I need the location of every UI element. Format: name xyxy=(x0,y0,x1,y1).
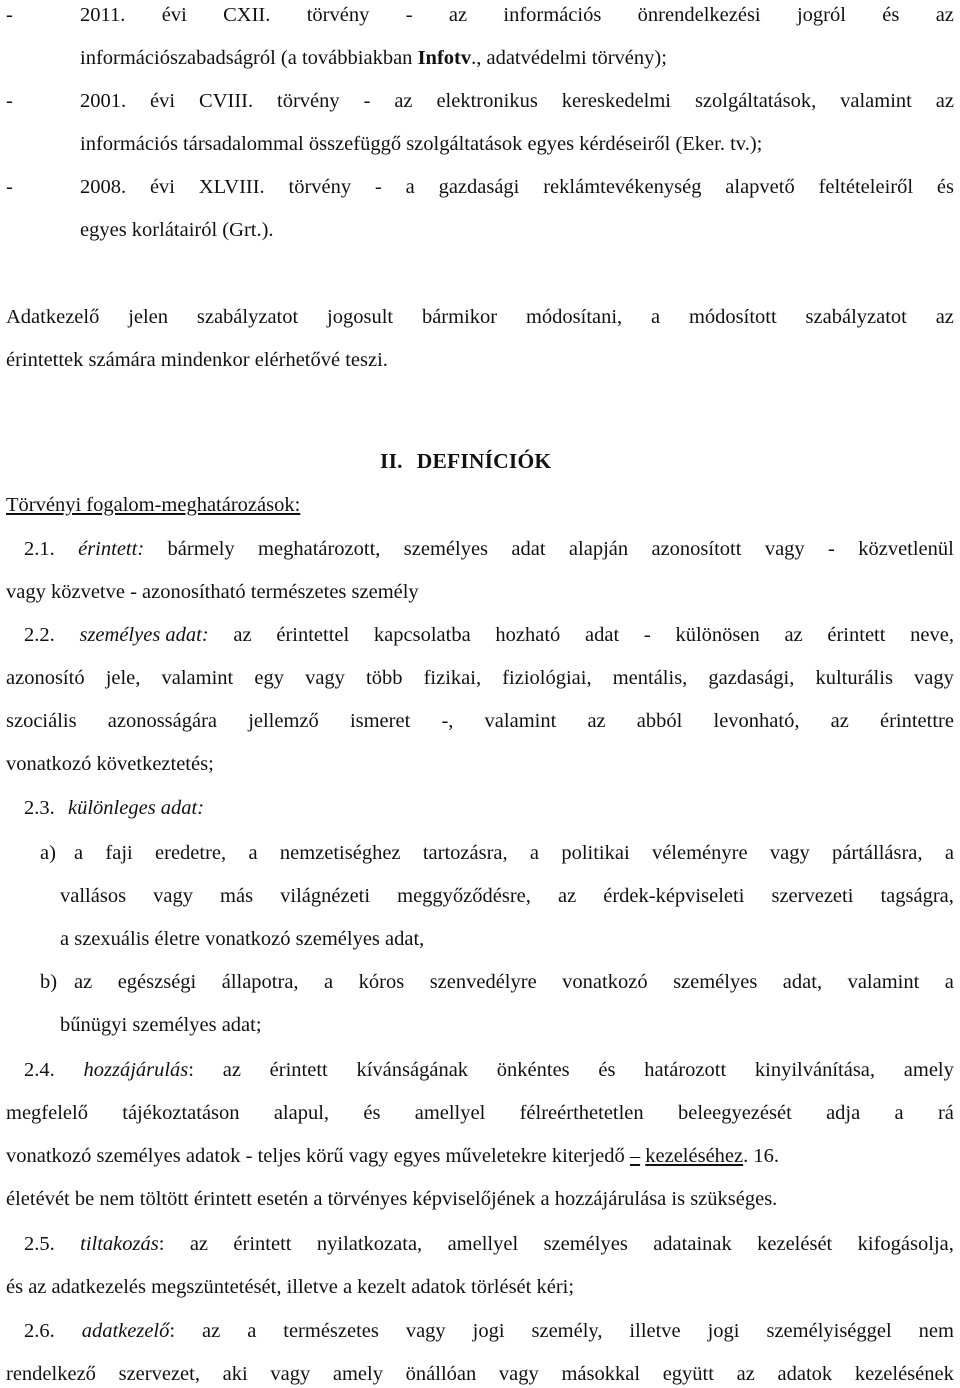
word: feltételeiről xyxy=(818,176,914,198)
def-2-1-text-1 xyxy=(24,536,954,562)
def-2-1-text-2: vagy közvetve - azonosítható természetes személy xyxy=(6,581,419,603)
def-2-3-b-marker: b) xyxy=(40,971,58,993)
def-2-4-line-3-underlined: kezeléséhez xyxy=(645,1145,744,1167)
law-1-line-2-pre: információszabadságról (a továbbiakban xyxy=(80,47,418,69)
word: és xyxy=(882,4,900,26)
word: jelen xyxy=(128,306,169,328)
word: a xyxy=(248,842,258,864)
word: vallásos xyxy=(60,885,127,907)
word: valamint xyxy=(840,90,912,112)
word: kezelését xyxy=(757,1233,833,1255)
word: kereskedelmi xyxy=(561,90,672,112)
word: meghatározott, xyxy=(258,538,381,560)
word: az xyxy=(74,971,93,993)
word: azonosított xyxy=(651,538,742,560)
word: állapotra, xyxy=(221,971,299,993)
word: neve, xyxy=(910,624,954,646)
word: módosított xyxy=(688,306,777,328)
def-2-4-term-wrap xyxy=(83,1057,194,1083)
law-1-line-2-text xyxy=(80,45,667,71)
word: - xyxy=(405,4,413,26)
word: módosítani, xyxy=(525,306,623,328)
def-2-6-colon: : xyxy=(169,1320,176,1342)
word: önrendelkezési xyxy=(637,4,761,26)
word: egészségi xyxy=(117,971,197,993)
word: tagságra, xyxy=(880,885,954,907)
word: beleegyezését xyxy=(677,1102,792,1124)
word: szabályzatot xyxy=(196,306,299,328)
word: tartozásra, xyxy=(422,842,508,864)
def-2-2-text-1 xyxy=(24,622,954,648)
word: a xyxy=(944,971,954,993)
word: világnézeti xyxy=(280,885,371,907)
word: évi xyxy=(149,176,175,198)
word: az xyxy=(935,4,954,26)
word: önállóan xyxy=(405,1363,477,1385)
word: - xyxy=(374,176,382,198)
def-2-3-a-text-3: a szexuális életre vonatkozó személyes adat, xyxy=(60,928,425,950)
word: politikai xyxy=(561,842,630,864)
word: adat, xyxy=(782,971,823,993)
word: -, xyxy=(441,710,454,732)
def-2-3-a-text-1 xyxy=(74,840,954,866)
word: az xyxy=(784,624,803,646)
def-2-3-b-text-1 xyxy=(74,969,954,995)
def-2-6-term-wrap xyxy=(82,1318,175,1344)
def-2-4-text-3 xyxy=(6,1143,779,1169)
word: az xyxy=(830,710,849,732)
def-2-6-number: 2.6. xyxy=(24,1320,55,1342)
word: reklámtevékenység xyxy=(543,176,702,198)
law-2-line-2-text: információs társadalommal összefüggő szolgáltatások egyes kérdéseiről (Eker. tv.); xyxy=(80,133,763,155)
word: az xyxy=(935,90,954,112)
word: vonatkozó xyxy=(562,971,648,993)
word: gazdasági xyxy=(438,176,520,198)
word: jogi xyxy=(707,1320,740,1342)
def-2-4-term: hozzájárulás xyxy=(83,1059,189,1081)
def-2-5-term-wrap xyxy=(80,1231,164,1257)
word: szolgáltatások, xyxy=(694,90,817,112)
word: a xyxy=(405,176,415,198)
word: adat xyxy=(511,538,546,560)
def-2-4-number: 2.4. xyxy=(24,1059,55,1081)
word: és xyxy=(598,1059,616,1081)
word: az xyxy=(448,4,468,26)
law-1-line-2-post: ., adatvédelmi törvény); xyxy=(471,47,667,69)
word: vagy xyxy=(405,1320,446,1342)
def-2-3-a-text-2 xyxy=(60,883,954,909)
word: fiziológiai, xyxy=(502,667,592,689)
word: hozható xyxy=(495,624,561,646)
section-number: II. xyxy=(380,449,403,473)
word: adatok xyxy=(777,1363,833,1385)
def-2-2-text-4: vonatkozó következtetés; xyxy=(6,753,214,775)
word: a xyxy=(74,842,84,864)
word: adja xyxy=(826,1102,861,1124)
word: a xyxy=(324,971,334,993)
word: félreérthetetlen xyxy=(519,1102,644,1124)
law-2-text xyxy=(80,88,954,114)
def-2-2-number: 2.2. xyxy=(24,624,55,646)
infotv-abbrev: Infotv xyxy=(417,47,472,69)
word: 2011. xyxy=(80,4,126,26)
def-2-4-line-3-pre: vonatkozó személyes adatok - teljes körű vagy egyes műveletekre kiterjedő xyxy=(6,1145,630,1167)
law-1-text xyxy=(80,2,954,28)
word: érintettre xyxy=(879,710,954,732)
word: vagy xyxy=(498,1363,539,1385)
word: természetes xyxy=(283,1320,379,1342)
word: személyiséggel xyxy=(766,1320,892,1342)
word: jogi xyxy=(472,1320,505,1342)
law-3-line-2-text: egyes korlátairól (Grt.). xyxy=(80,219,274,241)
word: érintett xyxy=(233,1233,292,1255)
word: és xyxy=(936,176,954,198)
word: alapján xyxy=(568,538,629,560)
word: pártállásra, xyxy=(832,842,923,864)
word: törvény xyxy=(288,176,352,198)
word: amely xyxy=(903,1059,954,1081)
word: meggyőződésre, xyxy=(397,885,531,907)
word: az xyxy=(189,1233,209,1255)
word: CVIII. xyxy=(199,90,254,112)
word: egy xyxy=(254,667,284,689)
word: több xyxy=(366,667,403,689)
word: eredetre, xyxy=(155,842,227,864)
word: az xyxy=(233,624,252,646)
def-2-5-text-2: és az adatkezelés megszüntetését, illetve a kezelt adatok törlését kéri; xyxy=(6,1276,575,1298)
modification-text-2: érintettek számára mindenkor elérhetővé teszi. xyxy=(6,349,388,371)
def-2-6-text-1 xyxy=(24,1318,954,1344)
law-3-dash: - xyxy=(6,176,13,198)
def-2-5-term: tiltakozás xyxy=(80,1233,159,1255)
word: rá xyxy=(937,1102,954,1124)
def-2-4-line-3-post: . 16. xyxy=(743,1145,780,1167)
word: érintett xyxy=(827,624,886,646)
word: aki xyxy=(222,1363,248,1385)
word: vagy xyxy=(305,667,345,689)
def-2-3-term: különleges adat: xyxy=(68,797,205,819)
def-2-6-text-2 xyxy=(6,1361,954,1387)
word: valamint xyxy=(847,971,920,993)
word: információs xyxy=(503,4,602,26)
def-2-4-colon: : xyxy=(188,1059,194,1081)
def-2-6-term: adatkezelő xyxy=(81,1320,170,1342)
word: személyes xyxy=(403,538,489,560)
word: az xyxy=(222,1059,241,1081)
word: alapul, xyxy=(273,1102,330,1124)
word: a xyxy=(894,1102,904,1124)
word: illetve xyxy=(629,1320,681,1342)
subheading: Törvényi fogalom-meghatározások: xyxy=(6,494,301,516)
def-2-1-number: 2.1. xyxy=(24,538,55,560)
word: véleményre xyxy=(651,842,748,864)
def-2-3-number: 2.3. xyxy=(24,797,55,819)
word: kulturális xyxy=(815,667,893,689)
word: az xyxy=(736,1363,755,1385)
word: fizikai, xyxy=(423,667,482,689)
word: évi xyxy=(150,90,176,112)
def-2-5-colon: : xyxy=(158,1233,165,1255)
word: határozott xyxy=(644,1059,727,1081)
word: személy, xyxy=(531,1320,603,1342)
word: a xyxy=(651,306,661,328)
word: ismeret xyxy=(349,710,411,732)
def-2-4-text-2 xyxy=(6,1100,954,1126)
word: elektronikus xyxy=(436,90,538,112)
word: vagy xyxy=(769,842,810,864)
word: azonosító xyxy=(6,667,85,689)
word: CXII. xyxy=(223,4,271,26)
def-2-1-term: érintett: xyxy=(78,538,145,560)
word: levonható, xyxy=(713,710,800,732)
def-2-3-a-marker: a) xyxy=(40,842,56,864)
word: kifogásolja, xyxy=(857,1233,954,1255)
word: szabályzatot xyxy=(805,306,907,328)
word: kapcsolatba xyxy=(373,624,471,646)
word: más xyxy=(220,885,254,907)
word: a xyxy=(944,842,954,864)
word: valamint xyxy=(484,710,557,732)
word: szenvedélyre xyxy=(429,971,537,993)
word: személyes xyxy=(673,971,758,993)
def-2-2-text-2 xyxy=(6,665,954,691)
word: törvény xyxy=(306,4,370,26)
word: az xyxy=(557,885,577,907)
def-2-3-b-text-2: bűnügyi személyes adat; xyxy=(60,1014,262,1036)
word: vagy xyxy=(914,667,954,689)
word: bármikor xyxy=(421,306,498,328)
def-2-4-text-1 xyxy=(24,1057,954,1083)
word: - xyxy=(828,538,835,560)
word: szervezeti xyxy=(771,885,854,907)
word: 2001. xyxy=(80,90,127,112)
word: - xyxy=(363,90,371,112)
word: amely xyxy=(332,1363,383,1385)
modification-text-1 xyxy=(6,304,954,330)
word: abból xyxy=(636,710,683,732)
def-2-2-text-3 xyxy=(6,708,954,734)
word: kezelésének xyxy=(854,1363,954,1385)
word: személyes xyxy=(543,1233,628,1255)
word: érintettel xyxy=(276,624,350,646)
word: önkéntes xyxy=(496,1059,570,1081)
law-3-text xyxy=(80,174,954,200)
word: tájékoztatáson xyxy=(122,1102,240,1124)
word: érdek-képviseleti xyxy=(603,885,745,907)
word: valamint xyxy=(161,667,234,689)
section-title: DEFINÍCIÓK xyxy=(416,449,552,473)
word: gazdasági, xyxy=(708,667,795,689)
word: vagy xyxy=(153,885,193,907)
word: megfelelő xyxy=(6,1102,88,1124)
word: a xyxy=(529,842,540,864)
law-2-dash: - xyxy=(6,90,13,112)
word: az xyxy=(202,1320,221,1342)
word: szociális xyxy=(6,710,77,732)
word: - xyxy=(643,624,651,646)
word: 2008. xyxy=(80,176,127,198)
word: a xyxy=(247,1320,257,1342)
word: mentális, xyxy=(612,667,688,689)
def-2-2-term: személyes adat: xyxy=(79,624,209,646)
word: faji xyxy=(105,842,133,864)
word: nem xyxy=(918,1320,954,1342)
word: XLVIII. xyxy=(198,176,265,198)
word: és xyxy=(363,1102,381,1124)
word: kinyilvánítása, xyxy=(754,1059,876,1081)
word: törvény xyxy=(277,90,340,112)
word: jellemző xyxy=(248,710,319,732)
word: az xyxy=(587,710,606,732)
def-2-4-line-3-dash: – xyxy=(629,1145,641,1167)
word: vagy xyxy=(270,1363,311,1385)
word: rendelkező xyxy=(6,1363,96,1385)
word: jele, xyxy=(105,667,141,689)
word: másokkal xyxy=(561,1363,641,1385)
word: alapvető xyxy=(725,176,795,198)
word: nemzetiséghez xyxy=(279,842,401,864)
word: amellyel xyxy=(447,1233,519,1255)
def-2-5-text-1 xyxy=(24,1231,954,1257)
word: nyilatkozata, xyxy=(316,1233,423,1255)
word: az xyxy=(935,306,954,328)
word: jogosult xyxy=(327,306,394,328)
section-heading xyxy=(380,448,551,474)
word: jogról xyxy=(796,4,846,26)
def-2-5-number: 2.5. xyxy=(24,1233,55,1255)
word: kívánságának xyxy=(356,1059,469,1081)
def-2-4-text-4: életévét be nem töltött érintett esetén a törvényes képviselőjének a hozzájárulása is szükséges. xyxy=(6,1188,778,1210)
word: vagy xyxy=(764,538,805,560)
word: Adatkezelő xyxy=(6,306,100,328)
word: évi xyxy=(161,4,187,26)
word: érintett xyxy=(269,1059,328,1081)
word: együtt xyxy=(662,1363,714,1385)
law-1-dash: - xyxy=(6,4,13,26)
word: szervezet, xyxy=(118,1363,200,1385)
word: különösen xyxy=(675,624,760,646)
word: amellyel xyxy=(414,1102,486,1124)
word: kóros xyxy=(358,971,405,993)
word: adat xyxy=(585,624,620,646)
word: közvetlenül xyxy=(858,538,954,560)
word: adatainak xyxy=(653,1233,732,1255)
word: az xyxy=(394,90,413,112)
word: azonosságára xyxy=(107,710,218,732)
word: bármely xyxy=(167,538,235,560)
